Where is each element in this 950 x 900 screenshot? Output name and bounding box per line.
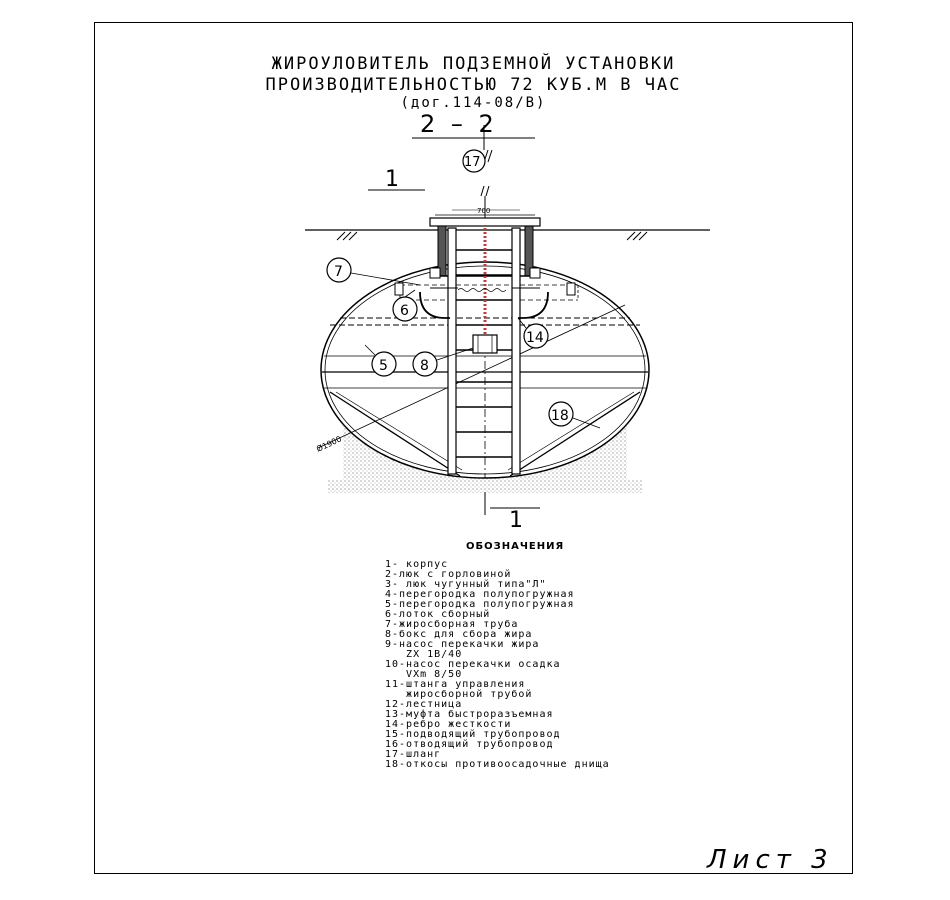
- callout-17-label: 17: [464, 155, 481, 170]
- fat-box: [473, 335, 497, 353]
- legend-item: 6-лоток сборный: [385, 609, 491, 620]
- legend-item: ZX 1B/40: [385, 649, 463, 660]
- legend-item: 7-жиросборная труба: [385, 619, 519, 630]
- manhole-cover: [430, 218, 540, 226]
- legend-item: 18-откосы противоосадочные днища: [385, 759, 610, 770]
- legend-list: [385, 560, 610, 770]
- legend-item: жиросборной трубой: [385, 689, 533, 700]
- legend-title: ОБОЗНАЧЕНИЯ: [466, 541, 565, 552]
- legend-item: 15-подводящий трубопровод: [385, 729, 561, 740]
- legend-item: 5-перегородка полупогружная: [385, 599, 575, 610]
- callout-7-label: 7: [334, 264, 343, 280]
- legend-item: 10-насос перекачки осадка: [385, 659, 561, 670]
- legend-item: 11-штанга управления: [385, 679, 526, 690]
- callout-5-label: 5: [379, 358, 388, 374]
- ground-hatch-left: [337, 232, 357, 240]
- legend-item: 16-отводящий трубопровод: [385, 739, 554, 750]
- legend-item: 13-муфта быстроразъемная: [385, 709, 554, 720]
- title-line-3: (дог.114-08/В): [400, 95, 547, 111]
- legend-item: 9-насос перекачки жира: [385, 639, 540, 650]
- callout-8-label: 8: [420, 358, 429, 374]
- legend-item: 14-ребро жесткости: [385, 719, 512, 730]
- callout-17: [463, 150, 485, 172]
- callout-6-label: 6: [400, 303, 409, 319]
- legend-item: 8-бокс для сбора жира: [385, 629, 533, 640]
- sand-base: [328, 480, 642, 493]
- section-label: 2 – 2: [420, 110, 498, 138]
- view-label-bottom: 1: [509, 508, 523, 533]
- legend-item: VXm 8/50: [385, 669, 463, 680]
- legend-item: 3- люк чугунный типа"Л": [385, 579, 547, 590]
- legend-item: 1- корпус: [385, 559, 449, 570]
- legend-item: 12-лестница: [385, 699, 463, 710]
- sheet-label: Лист 3: [707, 845, 834, 875]
- ground-hatch-right: [627, 232, 647, 240]
- view-label-top: 1: [385, 167, 399, 192]
- manhole-width-label: 700: [477, 207, 491, 215]
- title-line-1: ЖИРОУЛОВИТЕЛЬ ПОДЗЕМНОЙ УСТАНОВКИ: [271, 54, 676, 74]
- title-line-2: ПРОИЗВОДИТЕЛЬНОСТЬЮ 72 КУБ.М В ЧАС: [265, 75, 682, 95]
- diameter-label: Ø1900: [315, 434, 344, 454]
- callout-14-label: 14: [526, 330, 544, 346]
- legend-item: 2-люк с горловиной: [385, 569, 512, 580]
- legend-item: 4-перегородка полупогружная: [385, 589, 575, 600]
- callout-18-label: 18: [551, 408, 569, 424]
- legend-item: 17-шланг: [385, 749, 442, 760]
